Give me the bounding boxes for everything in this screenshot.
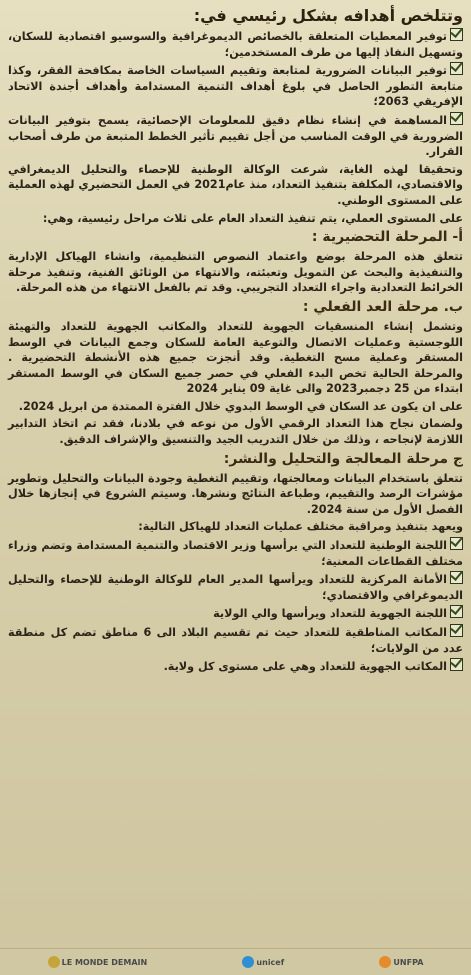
structure-item	[8, 537, 463, 569]
structure-item	[8, 605, 463, 622]
footer-logo-strip	[0, 948, 471, 975]
structure-text: المكاتب الجهوية للتعداد وهي على مستوى كل ولاية.	[163, 660, 447, 674]
logo-unicef: unicef	[242, 956, 284, 968]
structure-text: اللجنة الوطنية للتعداد التي يرأسها وزير الاقتصاد والتنمية المستدامة وتضم وزراء مختلف القطاعات المعنية؛	[8, 539, 463, 568]
goal-item	[8, 62, 463, 110]
structures-intro: ويعهد بتنفيذ ومراقبة مختلف عمليات التعداد للهياكل التالية:	[138, 520, 463, 534]
checkbox-icon	[450, 658, 463, 671]
stage-c-body: تتعلق باستخدام البيانات ومعالجتها، وتقييم التغطية وجودة البيانات والتحليل وتطوير مؤشرات الرصد والتقييم، وطباعة النتائج ونشرها. وسيتم الشروع في إنجازها خلال الفصل الأول من سنة 2024.	[8, 471, 463, 516]
checkbox-icon	[450, 605, 463, 618]
checkbox-icon	[450, 537, 463, 550]
checkbox-icon	[450, 571, 463, 584]
structure-text: المكاتب المناطقية للتعداد حيث تم تقسيم البلاد الى 6 مناطق تضم كل منطقة عدد من الولايات؛	[8, 626, 463, 655]
stage-c-heading: ج مرحلة المعالجة والتحليل والنشر:	[223, 450, 463, 467]
structure-item	[8, 571, 463, 603]
stage-b-heading: ب. مرحلة العد الفعلي :	[302, 298, 463, 315]
checkbox-icon	[450, 62, 463, 75]
stage-b-body: وتشمل إنشاء المنسقيات الجهوية للتعداد والمكاتب الجهوية للتعداد والتهيئة اللوجستية وعمليات الاتصال والتوعية العامة للسكان وجمع البيانات في الوسط المستقر وعملية مسح التغطية. وقد أنجزت جميع هذه الأنشطة التحضيرية . والمرحلة الحالية تخص البدء الفعلي في حصر جميع السكان في الوسط المستقر ابتداء من 25 دجمبر2023 والى غاية 09 يناير 2024	[8, 319, 463, 396]
checkbox-icon	[450, 624, 463, 637]
stage-a-heading: أ- المرحلة التحضيرية :	[311, 229, 463, 246]
structure-text: اللجنة الجهوية للتعداد ويرأسها والي الولاية	[213, 607, 447, 621]
goal-item	[8, 112, 463, 160]
page-title: وتتلخص أهدافه بشكل رئيسي في:	[193, 6, 463, 25]
stages-intro: على المستوى العملي، يتم تنفيذ التعداد العام على ثلاث مراحل رئيسية، وهي:	[42, 211, 463, 225]
goal-text: توفير المعطيات المتعلقة بالخصائص الديموغرافية والسوسيو اقتصادية للسكان، وتسهيل النفاذ إليها من طرف المستخدمين؛	[8, 30, 463, 59]
goal-text: توفير البيانات الضرورية لمتابعة وتقييم السياسات الخاصة بمكافحة الفقر، وكذا متابعة التطور الحاصل في بلوغ أهداف التنمية المستدامة وأهداف أجندة الاتحاد الإفريقي 2063؛	[8, 64, 463, 109]
goal-text: المساهمة في إنشاء نظام دقيق للمعلومات الإحصائية، يسمح بتوفير البيانات الضرورية في الوقت المناسب من أجل تقييم تأثير الخطط المتبعة من طرف أصحاب القرار.	[8, 113, 463, 159]
checkbox-icon	[450, 112, 463, 125]
intro-paragraph: وتحقيقا لهذه الغاية، شرعت الوكالة الوطنية للإحصاء والتحليل الديمغرافي والاقتصادي، المكلفة بتنفيذ التعداد، منذ عام2021 في العمل التحضيري لهذه العملية على المستوى الوطني.	[8, 162, 463, 207]
logo-unfpa: UNFPA	[379, 956, 423, 968]
stage-b-body: ولضمان نجاح هذا التعداد الرقمي الأول من نوعه في بلادنا، فقد تم اتخاذ التدابير اللازمة لإنجاحه ، وذلك من خلال التدريب الجيد والتنسيق والإشراف الدقيق.	[8, 417, 463, 447]
checkbox-icon	[450, 28, 463, 41]
structure-text: الأمانة المركزية للتعداد ويرأسها المدير العام للوكالة الوطنية للإحصاء والتحليل الديموغرافي والاقتصادي؛	[8, 573, 463, 602]
structure-item	[8, 624, 463, 656]
logo-le-monde-demain: LE MONDE DEMAIN	[48, 956, 148, 968]
goal-item	[8, 28, 463, 60]
structure-item	[8, 658, 463, 675]
stage-b-body: على ان يكون عد السكان في الوسط البدوي خلال الفترة الممتدة من ابريل 2024.	[18, 399, 463, 413]
stage-a-body: تتعلق هذه المرحلة بوضع واعتماد النصوص التنظيمية، وانشاء الهياكل الإدارية والتنفيذية والبحث عن التمويل وتعبئته، والانتهاء من الوثائق الفنية، وتنفيذ مرحلة الخرائط التعدادية واجراء التعداد التجريبي. وقد تم بالفعل الانتهاء من هذه المرحلة.	[8, 250, 463, 295]
